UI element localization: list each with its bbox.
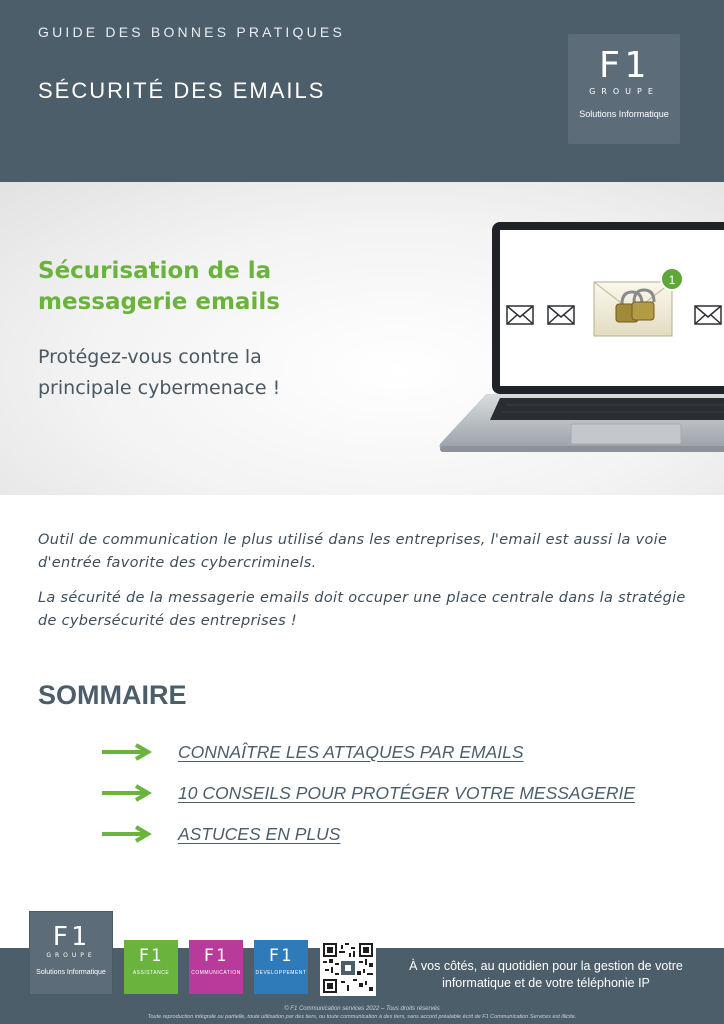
logo-mark: F1 (598, 45, 650, 86)
guide-kicker: GUIDE DES BONNES PRATIQUES (38, 24, 345, 40)
logo-mark: F1 (138, 946, 164, 966)
locked-envelope-icon (594, 282, 672, 336)
logo-mark: F1 (203, 946, 229, 966)
notification-count: 1 (668, 273, 676, 287)
hero-title: Sécurisation de la messagerie emails (38, 258, 280, 315)
f1-groupe-logo (568, 34, 680, 144)
qr-code-icon (323, 943, 373, 993)
logo-subtitle: Solutions Informatique (36, 969, 106, 976)
qr-code[interactable] (320, 940, 376, 996)
logo-groupe: GROUPE (46, 952, 96, 959)
legal-line: Toute reproduction intégrale ou partielle, toute utilisation par des tiers, ou toute communication à des tiers, sans accord préalable écrit de F1 Communication Services est illicite. (147, 1014, 577, 1020)
header-banner (0, 0, 724, 182)
logo-mark: F1 (52, 922, 90, 952)
logo-mark: F1 (268, 946, 294, 966)
toc-link[interactable]: CONNAÎTRE LES ATTAQUES PAR EMAILS (178, 741, 524, 762)
sommaire-heading: SOMMAIRE (38, 680, 187, 710)
arrow-right-icon (100, 742, 154, 762)
document-title: SÉCURITÉ DES EMAILS (38, 78, 326, 103)
logo-name: ASSISTANCE (132, 970, 170, 976)
footer-f1-groupe-logo (30, 912, 112, 994)
hero-section (0, 182, 724, 495)
f1-developpement-logo (254, 940, 308, 994)
intro-paragraph-2: La sécurité de la messagerie emails doit occuper une place centrale dans la stratégie de cybersécurité des entreprises ! (38, 590, 686, 629)
notification-badge (661, 268, 683, 290)
logo-name: DEVELOPPEMENT (255, 970, 307, 976)
footer-copyright (0, 1004, 724, 1024)
f1-communication-logo (189, 940, 243, 994)
copyright-line: © F1 Communication services 2022 – Tous droits réservés (284, 1006, 440, 1012)
logo-name: COMMUNICATION (191, 970, 241, 976)
toc-link[interactable]: 10 CONSEILS POUR PROTÉGER VOTRE MESSAGERIE (178, 782, 636, 803)
f1-assistance-logo (124, 940, 178, 994)
envelope-icon (548, 306, 574, 324)
intro-paragraph-1: Outil de communication le plus utilisé dans les entreprises, l'email est aussi la voie d'entrée favorite des cybercriminels. (38, 532, 668, 571)
toc-link[interactable]: ASTUCES EN PLUS (178, 823, 341, 844)
arrow-right-icon (100, 783, 154, 803)
logo-groupe: GROUPE (589, 87, 659, 96)
footer-tagline: À vos côtés, au quotidien pour la gestion de votre informatique et de votre téléphonie IP (409, 959, 683, 990)
toc-item-attaques[interactable] (100, 740, 524, 764)
toc-item-conseils[interactable] (100, 781, 635, 805)
logo-subtitle: Solutions Informatique (579, 109, 669, 119)
laptop-illustration (436, 222, 724, 462)
envelope-icon (695, 306, 721, 324)
arrow-right-icon (100, 824, 154, 844)
toc-item-astuces[interactable] (100, 822, 340, 846)
hero-subtitle: Protégez-vous contre la principale cybermenace ! (38, 346, 281, 399)
envelope-icon (507, 306, 533, 324)
